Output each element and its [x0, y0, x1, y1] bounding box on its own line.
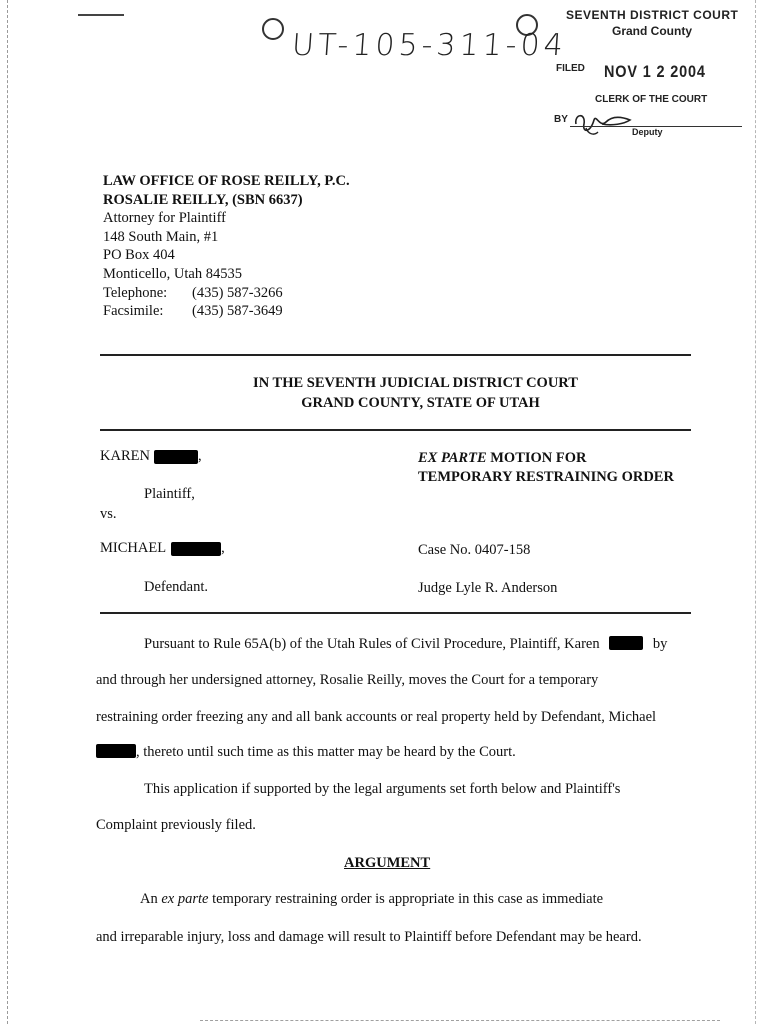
body-line: restraining order freezing any and all bank accounts or real property held by Defendant, Michael	[96, 709, 657, 725]
court-title-line-1: IN THE SEVENTH JUDICIAL DISTRICT COURT	[253, 375, 578, 391]
body-text-run: by	[652, 636, 668, 652]
body-line: and irreparable injury, loss and damage will result to Plaintiff before Defendant may be heard.	[96, 929, 642, 945]
body-text-run: Pursuant to Rule 65A(b) of the Utah Rules of Civil Procedure, Plaintiff, Karen	[144, 636, 600, 652]
stamp-clerk: CLERK OF THE COURT	[595, 94, 708, 105]
body-line: This application if supported by the legal arguments set forth below and Plaintiff's	[144, 781, 621, 797]
redaction-bar	[171, 542, 221, 556]
fax-value: (435) 587-3649	[192, 303, 283, 320]
case-number: Case No. 0407-158	[418, 542, 531, 558]
defendant-role: Defendant.	[144, 579, 209, 595]
divider-caption-bottom	[100, 612, 691, 614]
redaction-bar	[609, 636, 643, 650]
plaintiff-role: Plaintiff,	[144, 486, 195, 502]
attorney-role: Attorney for Plaintiff	[103, 210, 226, 227]
divider-caption-top	[100, 429, 691, 431]
court-title-line-2: GRAND COUNTY, STATE OF UTAH	[301, 395, 540, 411]
defendant-suffix: ,	[221, 540, 225, 556]
stamp-by-label: BY	[554, 114, 568, 125]
defendant-name	[100, 540, 225, 557]
telephone-value: (435) 587-3266	[192, 284, 283, 301]
body-line	[96, 744, 516, 761]
stamp-date: NOV 1 2 2004	[604, 62, 706, 81]
scan-mark	[78, 14, 124, 16]
stamp-court: SEVENTH DISTRICT COURT	[566, 8, 739, 22]
handwritten-reference: UT-105-311-04	[290, 28, 568, 63]
versus: vs.	[100, 506, 117, 522]
body-text-run: , thereto until such time as this matter may be heard by the Court.	[136, 744, 516, 760]
defendant-first-name: MICHAEL	[100, 540, 167, 556]
divider-top	[100, 354, 691, 356]
plaintiff-name	[100, 448, 202, 465]
address-line-1: 148 South Main, #1	[103, 228, 219, 245]
motion-title-line-2: TEMPORARY RESTRAINING ORDER	[418, 469, 674, 485]
deputy-signature	[572, 110, 636, 136]
address-city: Monticello, Utah 84535	[103, 265, 242, 282]
filing-stamp	[550, 6, 740, 141]
judge-name: Judge Lyle R. Anderson	[418, 580, 558, 596]
scan-edge-right	[755, 0, 756, 1024]
body-text-run: temporary restraining order is appropriate in this case as immediate	[208, 891, 604, 907]
body-line: and through her undersigned attorney, Rosalie Reilly, moves the Court for a temporary	[96, 672, 599, 688]
stamp-county: Grand County	[612, 24, 692, 38]
plaintiff-first-name: KAREN	[100, 448, 150, 464]
redaction-bar	[96, 744, 136, 758]
stamp-filed-label: FILED	[556, 63, 585, 74]
stamp-deputy-label: Deputy	[632, 127, 663, 137]
firm-name: LAW OFFICE OF ROSE REILLY, P.C.	[103, 173, 350, 189]
fax-label: Facsimile:	[103, 303, 164, 320]
attorney-name: ROSALIE REILLY, (SBN 6637)	[103, 191, 303, 208]
fax-row	[103, 302, 350, 321]
body-line: Complaint previously filed.	[96, 817, 256, 833]
scan-edge-bottom	[200, 1020, 720, 1021]
handwritten-circle-left	[262, 18, 284, 40]
body-line	[140, 891, 603, 908]
scan-edge-left	[7, 0, 8, 1024]
section-heading-argument: ARGUMENT	[344, 855, 431, 871]
motion-title-italic: EX PARTE	[418, 450, 487, 466]
body-text-run: An	[140, 891, 162, 907]
motion-title	[418, 449, 674, 487]
plaintiff-suffix: ,	[197, 448, 202, 464]
attorney-block	[103, 172, 350, 321]
body-text-italic: ex parte	[161, 891, 209, 907]
redaction-bar	[154, 450, 198, 464]
telephone-label: Telephone:	[103, 284, 168, 301]
body-line	[144, 636, 667, 653]
address-line-2: PO Box 404	[103, 247, 175, 264]
telephone-row	[103, 284, 350, 303]
motion-title-rest: MOTION FOR	[486, 450, 587, 466]
